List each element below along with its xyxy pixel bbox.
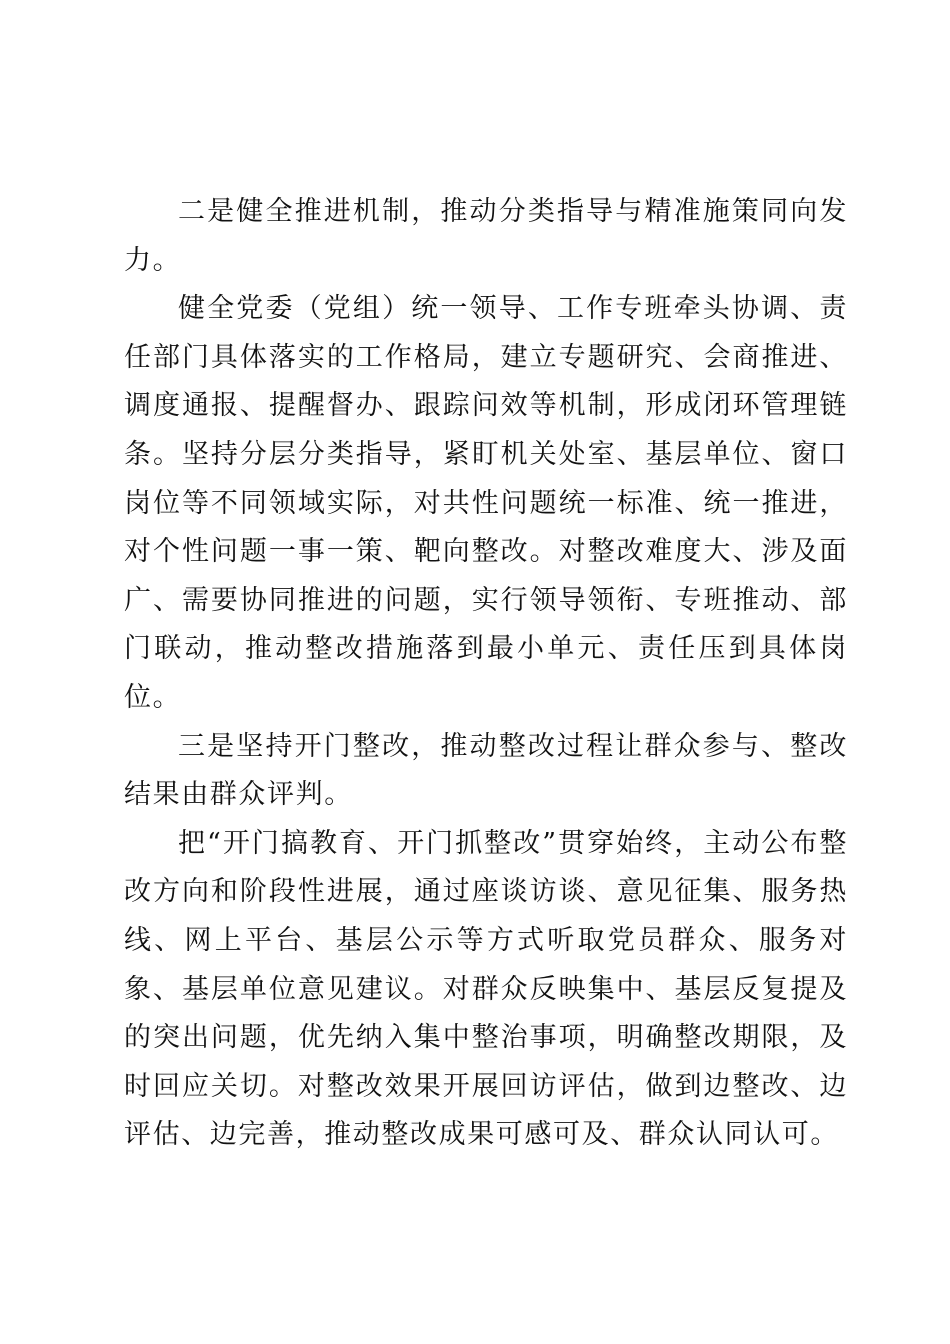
paragraph-body-2: 健全党委（党组）统一领导、工作专班牵头协调、责任部门具体落实的工作格局，建立专题研究、会商推进、调度通报、提醒督办、跟踪问效等机制，形成闭环管理链条。坚持分层分类指导，紧盯机关处室、基层单位、窗口岗位等不同领域实际，对共性问题统一标准、统一推进，对个性问题一事一策、靶向整改。对整改难度大、涉及面广、需要协同推进的问题，实行领导领衔、专班推动、部门联动，推动整改措施落到最小单元、责任压到具体岗位。 — [124, 293, 848, 713]
paragraph-heading-2: 二是健全推进机制，推动分类指导与精准施策同向发力。 — [124, 196, 848, 276]
paragraph-heading-3: 三是坚持开门整改，推动整改过程让群众参与、整改结果由群众评判。 — [124, 730, 848, 811]
paragraph-body-3: 把“开门搞教育、开门抓整改”贯穿始终，主动公布整改方向和阶段性进展，通过座谈访谈、意见征集、服务热线、网上平台、基层公示等方式听取党员群众、服务对象、基层单位意见建议。对群众反映集中、基层反复提及的突出问题，优先纳入集中整治事项，明确整改期限，及时回应关切。对整改效果开展回访评估，做到边整改、边评估、边完善，推动整改成果可感可及、群众认同认可。 — [124, 827, 848, 1151]
document-body — [124, 188, 848, 1160]
